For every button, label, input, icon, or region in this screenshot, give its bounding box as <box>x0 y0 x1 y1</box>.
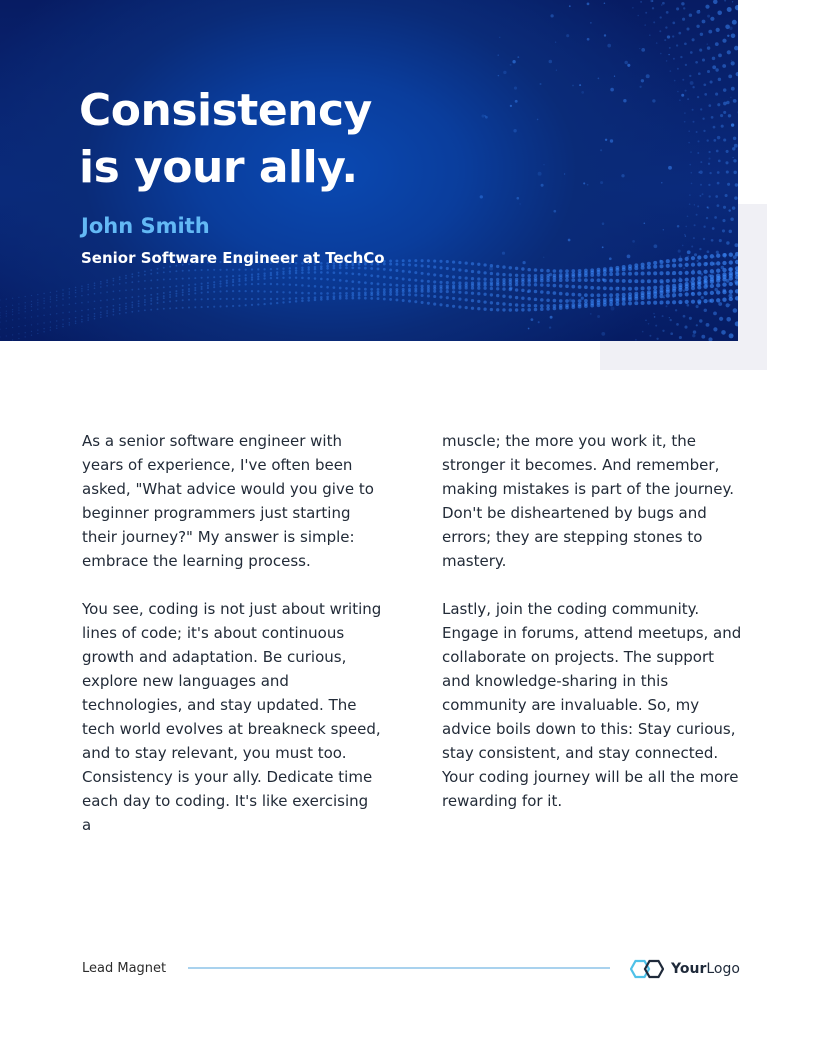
footer-label: Lead Magnet <box>82 961 167 976</box>
author-name: John Smith <box>81 214 210 238</box>
body-column-right <box>442 429 742 837</box>
hexagon-link-icon <box>630 959 664 979</box>
paragraph: As a senior software engineer with years of experience, I've often been asked, "What advice would you give to beginner programmers just starting their journey?" My answer is simple: embrace the learning process. <box>82 432 374 570</box>
footer-divider <box>188 967 610 969</box>
logo-text-bold: Your <box>671 961 707 977</box>
logo-text-regular: Logo <box>706 961 740 977</box>
paragraph: Lastly, join the coding community. Engage in forums, attend meetups, and collaborate on projects. The support and knowledge-sharing in this community are invaluable. So, my advice boils down to this: Stay curious, stay consistent, and stay connected. Your coding journey will be all the more rewarding for it. <box>442 600 742 810</box>
paragraph: muscle; the more you work it, the stronger it becomes. And remember, making mistakes is part of the journey. Don't be disheartened by bugs and errors; they are stepping stones to mastery. <box>442 432 734 570</box>
logo-text <box>671 961 740 977</box>
body-column-left <box>82 429 382 861</box>
headline-line-1: Consistency <box>79 85 372 136</box>
headline <box>79 82 372 196</box>
hero-banner <box>0 0 738 341</box>
company-logo <box>630 958 740 980</box>
author-role: Senior Software Engineer at TechCo <box>81 249 385 267</box>
paragraph: You see, coding is not just about writing lines of code; it's about continuous growth and adaptation. Be curious, explore new languages and technologies, and stay updated. The tech world evolves at breakneck speed, and to stay relevant, you must too. Consistency is your ally. Dedicate time each day to coding. It's like exercising a <box>82 600 382 834</box>
headline-line-2: is your ally. <box>79 142 358 193</box>
